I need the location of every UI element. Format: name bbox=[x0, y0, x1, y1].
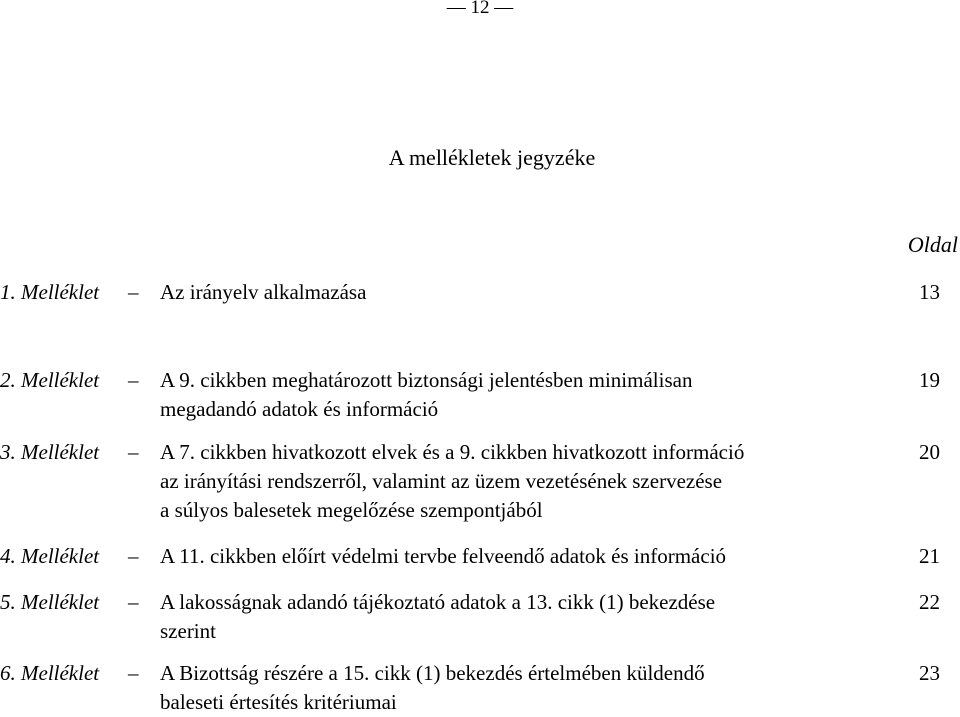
entry-dash: – bbox=[128, 368, 139, 392]
annex-entry-2 bbox=[0, 366, 960, 426]
annex-title-line: az irányítási rendszerről, valamint az üzem vezetésének szervezése bbox=[160, 469, 723, 493]
annex-label: 6. Melléklet bbox=[0, 661, 100, 685]
annex-title-line: A Bizottság részére a 15. cikk (1) bekezdés értelmében küldendő bbox=[160, 661, 705, 685]
annex-label: 4. Melléklet bbox=[0, 544, 100, 568]
annex-entry-4 bbox=[0, 542, 960, 572]
annex-label: 1. Melléklet bbox=[0, 280, 100, 304]
entry-dash: – bbox=[128, 440, 139, 464]
page-number: — 12 — bbox=[446, 0, 514, 18]
entry-dash: – bbox=[128, 280, 139, 304]
annex-page-number: 19 bbox=[919, 368, 940, 392]
annex-entry-1 bbox=[0, 278, 960, 308]
annex-title bbox=[160, 588, 860, 646]
annex-title-line: szerint bbox=[160, 619, 216, 643]
annex-title-line: A lakosságnak adandó tájékoztató adatok a 13. cikk (1) bekezdése bbox=[160, 590, 716, 614]
annex-title bbox=[160, 659, 860, 717]
entry-dash: – bbox=[128, 544, 139, 568]
annex-label: 2. Melléklet bbox=[0, 368, 100, 392]
page-column-header: Oldal bbox=[907, 232, 958, 257]
document-title: A mellékletek jegyzéke bbox=[388, 145, 596, 170]
entry-dash: – bbox=[128, 590, 139, 614]
annex-title-line: baleseti értesítés kritériumai bbox=[160, 690, 397, 714]
annex-entry-3 bbox=[0, 438, 960, 528]
annex-label: 3. Melléklet bbox=[0, 440, 100, 464]
annex-entry-6 bbox=[0, 659, 960, 712]
annex-title-line: A 11. cikkben előírt védelmi tervbe felveendő adatok és információ bbox=[160, 544, 727, 568]
annex-title bbox=[160, 438, 860, 525]
annex-title bbox=[160, 366, 860, 424]
annex-title-line: a súlyos balesetek megelőzése szempontjából bbox=[160, 498, 543, 522]
annex-label: 5. Melléklet bbox=[0, 590, 100, 614]
annex-title bbox=[160, 278, 860, 307]
annex-title bbox=[160, 542, 860, 571]
entry-dash: – bbox=[128, 661, 139, 685]
annex-title-line: Az irányelv alkalmazása bbox=[160, 280, 367, 304]
annex-title-line: A 9. cikkben meghatározott biztonsági jelentésben minimálisan bbox=[160, 368, 693, 392]
annex-page-number: 22 bbox=[919, 590, 940, 614]
annex-title-line: A 7. cikkben hivatkozott elvek és a 9. cikkben hivatkozott információ bbox=[160, 440, 745, 464]
annex-page-number: 13 bbox=[919, 280, 940, 304]
annex-entry-5 bbox=[0, 588, 960, 648]
annex-page-number: 23 bbox=[919, 661, 940, 685]
annex-page-number: 20 bbox=[919, 440, 940, 464]
annex-title-line: megadandó adatok és információ bbox=[160, 397, 439, 421]
annex-page-number: 21 bbox=[919, 544, 940, 568]
